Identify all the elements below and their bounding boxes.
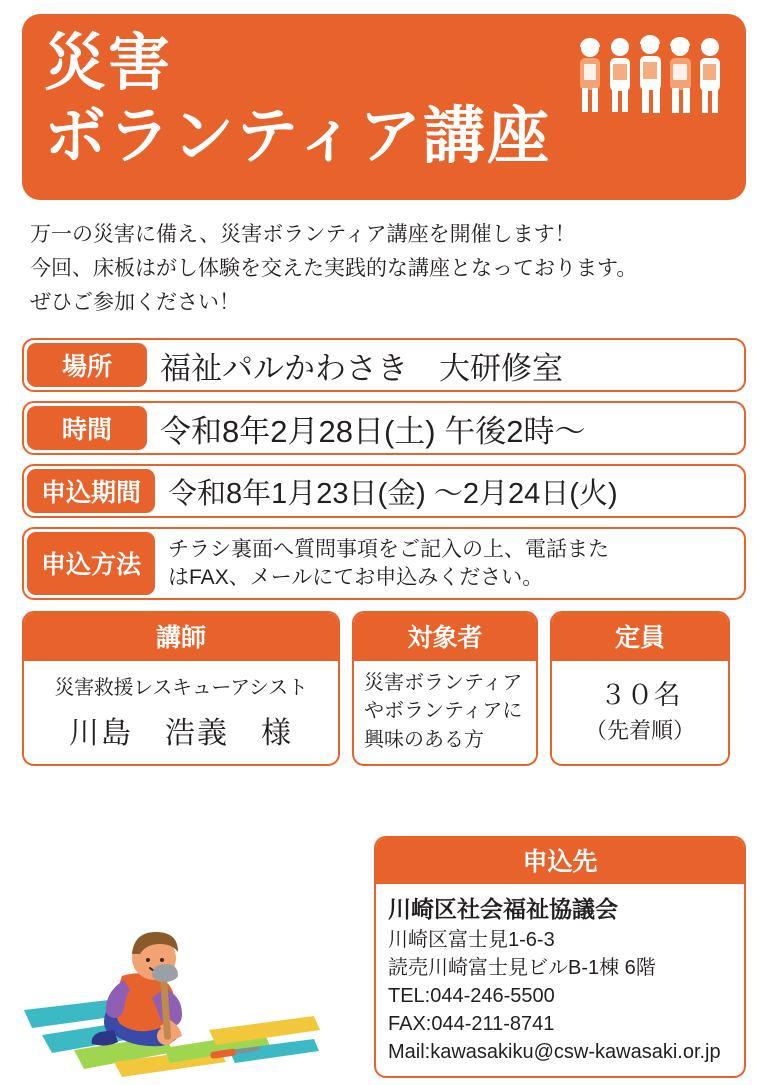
info-value-time: 令和8年2月28日(土) 午後2時〜 xyxy=(160,413,586,449)
contact-box xyxy=(374,836,746,1078)
detail-cards xyxy=(22,611,746,766)
contact-fax: FAX:044-211-8741 xyxy=(388,1013,555,1035)
info-value-application-method xyxy=(158,529,744,598)
application-method-line-1: チラシ裏面へ質問事項をご記入の上、電話また xyxy=(168,538,610,562)
card-lecturer-title: 講師 xyxy=(24,613,338,661)
capacity-note: （先着順） xyxy=(584,717,695,743)
target-line-1: 災害ボランティア xyxy=(364,671,523,694)
intro-paragraph xyxy=(30,218,742,320)
contact-tel: TEL:044-246-5500 xyxy=(388,985,555,1007)
card-lecturer xyxy=(22,611,340,766)
info-label-application-period: 申込期間 xyxy=(27,469,155,513)
lecturer-name: 川島 浩義 様 xyxy=(69,716,293,750)
intro-line-2: 今回、床板はがし体験を交えた実践的な講座となっております。 xyxy=(30,257,638,281)
application-method-line-2: はFAX、メールにてお申込みください。 xyxy=(168,566,544,590)
volunteer-group-icon xyxy=(568,28,728,118)
info-value-place: 福祉パルかわさき 大研修室 xyxy=(160,350,563,386)
info-label-place: 場所 xyxy=(27,343,147,387)
target-line-3: 興味のある方 xyxy=(364,728,484,751)
page-title-line-2: ボランティア講座 xyxy=(44,102,552,172)
contact-title: 申込先 xyxy=(376,838,744,884)
card-target-audience xyxy=(352,611,538,766)
intro-line-3: ぜひご参加ください！ xyxy=(30,291,240,315)
info-value-application-period: 令和8年1月23日(金) 〜2月24日(火) xyxy=(168,477,618,510)
header-banner xyxy=(22,14,746,200)
card-lecturer-body xyxy=(24,661,338,762)
info-label-time: 時間 xyxy=(27,406,147,450)
card-capacity xyxy=(550,611,730,766)
floorboard-removal-icon xyxy=(14,880,344,1080)
contact-body xyxy=(376,884,744,1076)
page-title-line-1: 災害 xyxy=(44,29,173,98)
info-row-application-method xyxy=(22,527,746,600)
lecturer-organization: 災害救援レスキューアシスト xyxy=(54,676,308,699)
contact-organization: 川崎区社会福祉協議会 xyxy=(388,896,618,922)
info-rows xyxy=(22,338,746,600)
card-target-title: 対象者 xyxy=(354,613,536,661)
contact-address-line-2: 読売川崎富士見ビルB-1棟 6階 xyxy=(388,957,656,979)
card-target-body xyxy=(354,661,536,764)
contact-address-line-1: 川崎区富士見1-6-3 xyxy=(388,929,555,951)
card-capacity-title: 定員 xyxy=(552,613,728,661)
contact-mail: Mail:kawasakiku@csw-kawasaki.or.jp xyxy=(388,1041,721,1063)
intro-line-1: 万一の災害に備え、災害ボランティア講座を開催します！ xyxy=(30,223,576,246)
card-capacity-body xyxy=(552,661,728,755)
info-row-time xyxy=(22,401,746,455)
info-label-application-method: 申込方法 xyxy=(27,532,155,595)
info-row-place xyxy=(22,338,746,392)
capacity-number: ３０名 xyxy=(599,679,681,710)
target-line-2: やボランティアに xyxy=(364,700,523,723)
info-row-application-period xyxy=(22,464,746,518)
